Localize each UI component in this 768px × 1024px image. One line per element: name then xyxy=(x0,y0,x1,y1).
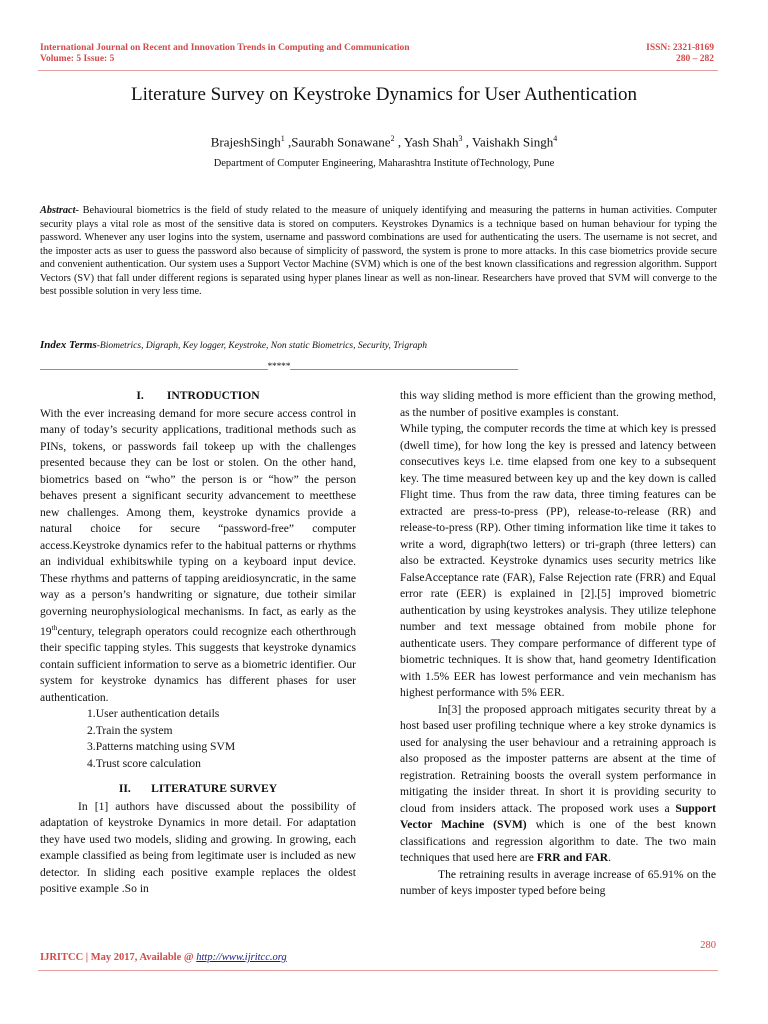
affiliation: Department of Computer Engineering, Maharashtra Institute ofTechnology, Pune xyxy=(213,158,555,169)
survey-paragraph: In [1] authors have discussed about the possibility of adaptation of keystroke Dynamics in more detail. For adaptation they have used two models, sliding and growing. In growing, each example classified as being from legitimate user is included as new detector. In sliding each positive example replaces the oldest positive example .So in xyxy=(40,799,356,896)
phase-list-item: 3.Patterns matching using SVM xyxy=(87,740,236,754)
retraining-text-2: which is one of the best known classifications and regression algorithm to date. The two main techniques that used here are xyxy=(400,818,717,864)
footer-rule xyxy=(38,970,718,971)
issn: ISSN: 2321-8169 xyxy=(646,43,714,53)
author-sup: 2 xyxy=(390,134,395,143)
page-range: 280 – 282 xyxy=(676,54,714,64)
paper-title: Literature Survey on Keystroke Dynamics for User Authentication xyxy=(131,84,637,105)
retraining-text: In[3] the proposed approach mitigates security threat by a host based user profiling technique where a key stroke dynamics is used for analysing the user behaviour and a retraining approach is also proposed as the imposter patterns are absent at the time of registration. Retraining boosts the overall system performance in mitigating the insider threat. In short it is providing security to cloud from insiders attack. The proposed work uses a xyxy=(400,702,716,815)
timing-paragraph: While typing, the computer records the time at which key is pressed (dwell time), for how long the key is pressed and latency between consecutives keys i.e. time elapsed from one key to a subsequent key. The time measured between key up and the key down is called Flight time. Thus from the raw data, three timing features can be extracted are press-to-press (PP), release-to-release (RR) and release-to-press (RP). Other timing information like time it takes to write a word, digraph(two letters) or tri-graph (three letters) can also be extracted. Keystroke dynamics uses security metrics like FalseAcceptance rate (FAR), False Rejection rate (FRR) and Equal error rate (EER) is explained in [2].[5] improved biometric authentication by using keystrokes analysis. They utilize telephone number and text message obtained from mobile phone for authenticate users. They compare performance of different type of biometric techniques. It is show that, hand geometry Identification with 1.5% EER has lowest performance and vein mechanism has highest performance with 5% EER. xyxy=(400,422,716,699)
survey-heading: II. LITERATURE SURVEY xyxy=(118,782,278,796)
sliding-paragraph: this way sliding method is more efficient than the growing method, as the number of positive examples is constant. xyxy=(400,389,716,419)
footer-credit xyxy=(40,952,287,963)
journal-name: International Journal on Recent and Innovation Trends in Computing and Communication xyxy=(40,43,410,53)
retraining-paragraph xyxy=(400,702,716,867)
volume-issue: Volume: 5 Issue: 5 xyxy=(40,54,115,64)
footer-text: IJRITCC | May 2017, Available @ xyxy=(40,952,197,963)
section-separator: __________________________________________________*****__________________________________________________ xyxy=(40,362,518,372)
author-sup: 1 xyxy=(280,134,285,143)
abstract-label: Abstract- xyxy=(40,205,79,216)
phase-list-item: 1.User authentication details xyxy=(87,707,220,721)
intro-sup: th xyxy=(51,623,58,632)
intro-paragraph xyxy=(40,406,356,707)
svm-term: Support Vector Machine (SVM) xyxy=(400,801,716,831)
left-column xyxy=(40,388,356,898)
author-list xyxy=(0,134,768,150)
header-rule xyxy=(38,70,718,71)
retraining-text-end: . xyxy=(608,851,612,864)
abstract xyxy=(40,204,717,299)
author-name: ,Saurabh Sonawane xyxy=(284,134,391,150)
author-name: , Vaishakh Singh xyxy=(462,134,554,150)
author-name: , Yash Shah xyxy=(394,134,459,150)
index-terms-text: -Biometrics, Digraph, Key logger, Keystroke, Non static Biometrics, Security, Trigraph xyxy=(96,341,428,351)
journal-website-link[interactable]: http://www.ijritcc.org xyxy=(196,952,287,963)
abstract-text: Behavioural biometrics is the field of study related to the measure of uniquely identifying and measuring the patterns in human activities. Computer security plays a vital role as most of the sensitive data is stored on computers. Keystrokes Dynamics is a technique based on human behaviour for typing the password. Whenever any user logins into the system, username and password combinations are used for authenticating the users. The username is not secret, and the imposter acts as user to guess the password also because of simplicity of password, the system is prone to more attacks. In this case biometrics provide secure and convenient authentication. Our system uses a Support Vector Machine (SVM) which is one of the best known classifications and regression algorithm. Support Vectors (SV) that fall under different regions is separated using hyper planes linear as well as non-linear. Researchers have proved that SVM will converge to the best possible solution in very less time. xyxy=(40,205,717,297)
results-paragraph: The retraining results in average increase of 65.91% on the number of keys imposter typed before being xyxy=(400,867,716,897)
intro-heading: I. INTRODUCTION xyxy=(136,389,260,402)
index-terms xyxy=(40,339,427,351)
author-sup: 4 xyxy=(553,134,558,143)
intro-text: With the ever increasing demand for more secure access control in many of today’s security applications, traditional methods such as PINs, tokens, or passwords fail tokeep up with the challenges presented because they can be lost or stolen. On the other hand, biometrics based on “who” the person is or “how” the person behaves present a significant security advancement to meetthese new challenges. Among them, keystroke dynamics provide a natural choice for secure “password-free” computer access.Keystroke dynamics refer to the habitual patterns or rhythms an individual exhibitswhile typing on a keyboard input device. These rhythms and patterns of tapping areidiosyncratic, in the same way as a person’s handwriting or signature, due totheir similar governing neurophysiological mechanisms. In fact, as early as the 19 xyxy=(40,406,356,638)
phase-list-item: 2.Train the system xyxy=(87,723,173,737)
author-sup: 3 xyxy=(458,134,463,143)
index-terms-label: Index Terms xyxy=(40,339,97,351)
author-name: BrajeshSingh xyxy=(210,134,281,150)
phase-list-item: 4.Trust score calculation xyxy=(87,756,201,770)
right-column xyxy=(400,388,716,900)
page-number: 280 xyxy=(700,940,716,951)
intro-text-tail: century, telegraph operators could recognize each otherthrough their specific tapping styles. This suggests that keystroke dynamics contain sufficient information to serve as a biometric identifier. Our system for keystroke dynamics has different phases for user authentication. xyxy=(40,624,356,704)
frr-far-term: FRR and FAR xyxy=(536,851,609,864)
